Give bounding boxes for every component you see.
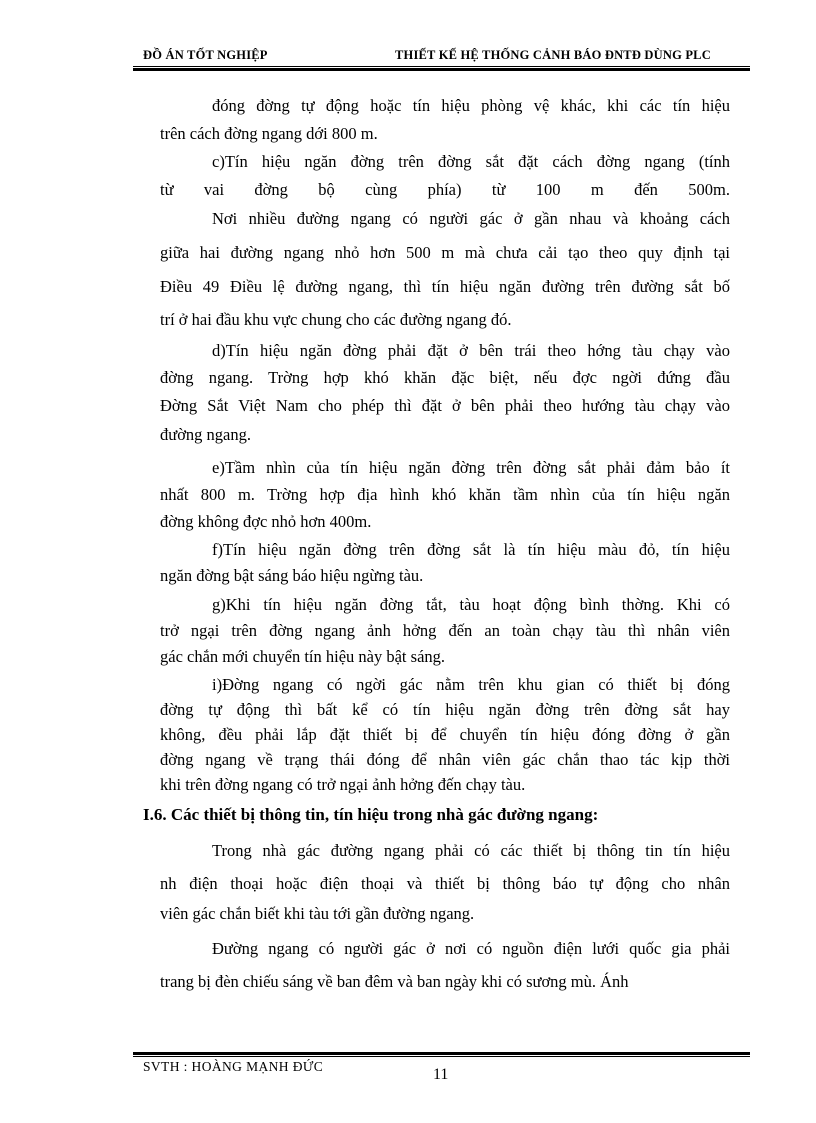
footer-author: SVTH : HOÀNG MẠNH ĐỨC xyxy=(143,1059,324,1074)
text-line: đường ngang. xyxy=(160,425,251,444)
text-line: ngăn đờng bật sáng báo hiệu ngừng tàu. xyxy=(160,566,424,585)
text-line: đờng tự động thì bất kể có tín hiệu ngăn đờng trên đờng sắt hay xyxy=(160,700,730,719)
footer-rule-thick xyxy=(133,1052,750,1055)
text-line: từ vai đờng bộ cùng phía) từ 100 m đến 500m. xyxy=(160,180,730,199)
text-line: trên cách đờng ngang dới 800 m. xyxy=(160,124,378,143)
text-line: Đường ngang có người gác ở nơi có nguồn điện lưới quốc gia phải xyxy=(212,939,730,958)
header-title-left: ĐỒ ÁN TỐT NGHIỆP xyxy=(143,48,268,62)
text-line: trang bị đèn chiếu sáng về ban đêm và ban ngày khi có sương mù. Ánh xyxy=(160,972,629,991)
text-line: trở ngại trên đờng ngang ảnh hởng đến an toàn chạy tàu thì nhân viên xyxy=(160,621,730,640)
text-line: khi trên đờng ngang có trở ngại ảnh hởng đến chạy tàu. xyxy=(160,775,526,794)
text-line: trí ở hai đầu khu vực chung cho các đường ngang đó. xyxy=(160,310,512,329)
page-number: 11 xyxy=(433,1066,449,1083)
text-line: nh điện thoại hoặc điện thoại và thiết bị thông báo tự động cho nhân xyxy=(160,874,730,893)
text-line: nhất 800 m. Trờng hợp địa hình khó khăn tầm nhìn của tín hiệu ngăn xyxy=(160,485,730,504)
footer-rule-thin xyxy=(133,1056,750,1057)
header-rule-thick xyxy=(133,68,750,71)
text-line: Đờng Sắt Việt Nam cho phép thì đặt ở bên phải theo hướng tàu chạy vào xyxy=(160,396,730,415)
text-line: đờng không đợc nhỏ hơn 400m. xyxy=(160,512,372,531)
section-heading: I.6. Các thiết bị thông tin, tín hiệu trong nhà gác đường ngang: xyxy=(143,805,599,824)
text-line: g)Khi tín hiệu ngăn đờng tắt, tàu hoạt động bình thờng. Khi có xyxy=(212,595,730,614)
text-line: viên gác chắn biết khi tàu tới gần đường ngang. xyxy=(160,904,475,923)
text-line: gác chắn mới chuyển tín hiệu này bật sáng. xyxy=(160,647,446,666)
header-rule-thin xyxy=(133,66,750,67)
text-line: đờng ngang. Trờng hợp khó khăn đặc biệt, nếu đợc ngời đứng đầu xyxy=(160,368,730,387)
text-line: f)Tín hiệu ngăn đờng trên đờng sắt là tín hiệu màu đỏ, tín hiệu xyxy=(212,540,730,559)
text-line: c)Tín hiệu ngăn đờng trên đờng sắt đặt cách đờng ngang (tính xyxy=(212,152,730,171)
header-title-right: THIẾT KẾ HỆ THỐNG CẢNH BÁO ĐNTĐ DÙNG PLC xyxy=(395,48,711,62)
text-line: Nơi nhiều đường ngang có người gác ở gần nhau và khoảng cách xyxy=(212,209,730,228)
text-line: d)Tín hiệu ngăn đờng phải đặt ở bên trái theo hớng tàu chạy vào xyxy=(212,341,730,360)
text-line: giữa hai đường ngang nhỏ hơn 500 m mà chưa cải tạo theo quy định tại xyxy=(160,243,730,262)
text-line: Điều 49 Điều lệ đường ngang, thì tín hiệu ngăn đường trên đường sắt bố xyxy=(160,277,730,296)
text-line: i)Đờng ngang có ngời gác nằm trên khu gian có thiết bị đóng xyxy=(212,675,730,694)
text-line: e)Tầm nhìn của tín hiệu ngăn đờng trên đờng sắt phải đảm bảo ít xyxy=(212,458,730,477)
text-line: đóng đờng tự động hoặc tín hiệu phòng vệ khác, khi các tín hiệu xyxy=(212,96,730,115)
text-line: không, đều phải lắp đặt thiết bị để chuyển tín hiệu đóng đờng ở gần xyxy=(160,725,730,744)
text-line: đờng ngang về trạng thái đóng để nhân viên gác chắn thao tác kịp thời xyxy=(160,750,730,769)
text-line: Trong nhà gác đường ngang phải có các thiết bị thông tin tín hiệu xyxy=(212,841,730,860)
